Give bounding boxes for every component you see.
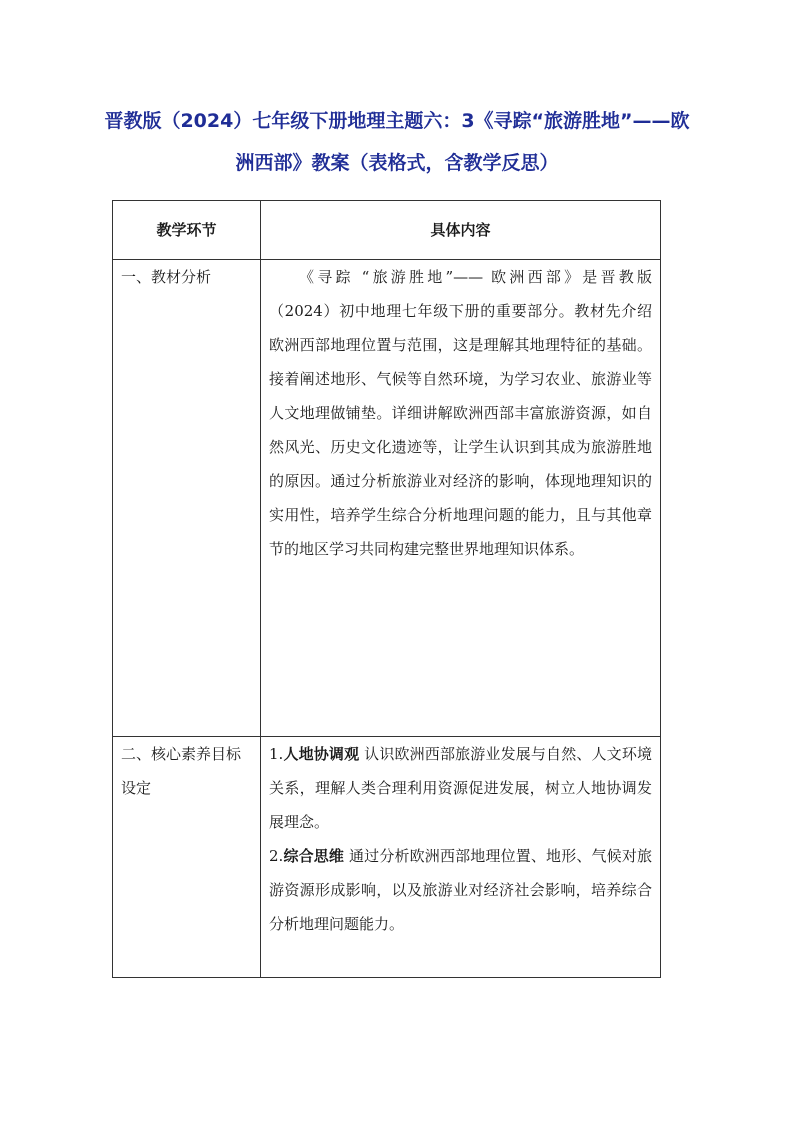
objective-text: 认识欧洲西部旅游业发展与自然、人文环境关系，理解人类合理利用资源促进发展，树立人地协调发展理念。	[269, 745, 652, 831]
table-header-row	[113, 201, 661, 260]
row-section-label: 一、教材分析	[113, 260, 261, 737]
row-section-label: 二、核心素养目标设定	[113, 737, 261, 978]
objective-item	[269, 737, 652, 839]
lesson-plan-table	[112, 200, 661, 978]
column-header-stage: 教学环节	[113, 201, 261, 260]
objective-number: 2.	[269, 847, 284, 865]
objective-keyword: 人地协调观	[283, 745, 360, 763]
column-header-content: 具体内容	[261, 201, 661, 260]
objective-keyword: 综合思维	[283, 847, 345, 865]
row-content	[261, 737, 661, 978]
objective-item	[269, 839, 652, 941]
table-row	[113, 260, 661, 737]
objective-number: 1.	[269, 745, 284, 763]
textbook-analysis-paragraph: 《寻踪 “旅游胜地”—— 欧洲西部》是晋教版（2024）初中地理七年级下册的重要部分。教材先介绍欧洲西部地理位置与范围，这是理解其地理特征的基础。接着阐述地形、气候等自然环境，为学习农业、旅游业等人文地理做铺垫。详细讲解欧洲西部丰富旅游资源，如自然风光、历史文化遗迹等，让学生认识到其成为旅游胜地的原因。通过分析旅游业对经济的影响，体现地理知识的实用性，培养学生综合分析地理问题的能力，且与其他章节的地区学习共同构建完整世界地理知识体系。	[269, 268, 652, 558]
table-row	[113, 737, 661, 978]
document-title: 晋教版（2024）七年级下册地理主题六：3《寻踪“旅游胜地”——欧洲西部》教案（表格式，含教学反思）	[104, 110, 690, 174]
row-content	[261, 260, 661, 737]
objective-text: 通过分析欧洲西部地理位置、地形、气候对旅游资源形成影响，以及旅游业对经济社会影响，培养综合分析地理问题能力。	[269, 847, 652, 933]
